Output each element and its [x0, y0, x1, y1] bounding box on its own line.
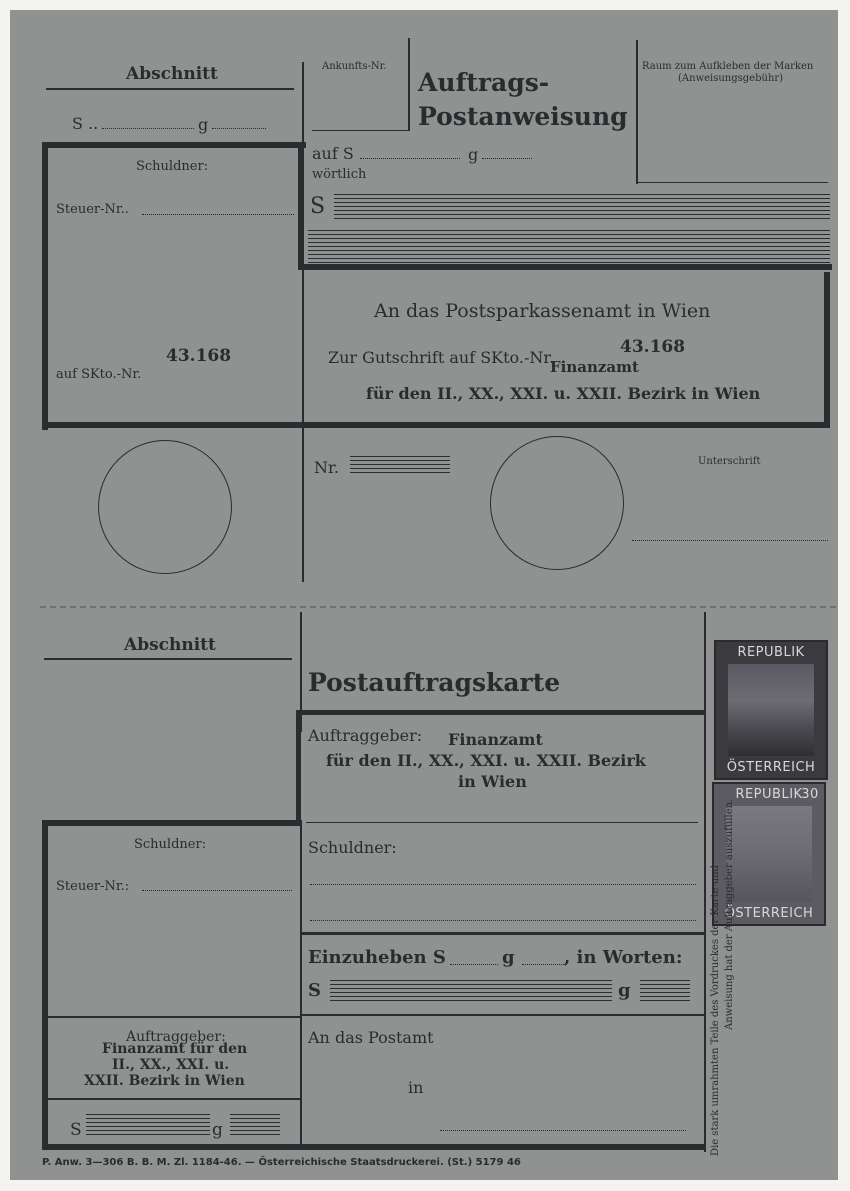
amount-words-field-2[interactable] — [308, 230, 830, 264]
stamp-space-label: Raum zum Aufkleben der Marken — [642, 61, 814, 72]
woertlich-label: wörtlich — [312, 167, 367, 182]
perforation-line — [40, 606, 836, 608]
left-finanzamt-line1: Finanzamt für den — [102, 1041, 248, 1057]
footer-imprint: P. Anw. 3—306 B. B. M. Zl. 1184-46. — Österreichische Staatsdruckerei. (St.) 5179 46 — [42, 1157, 521, 1168]
left-s-field[interactable] — [86, 1114, 210, 1136]
auftraggeber-label: Auftraggeber: — [308, 726, 423, 745]
auf-skto-label: auf SKto.-Nr. — [56, 367, 142, 382]
bottom-s-label: S — [308, 980, 321, 1001]
stamp2-republik: REPUBLIK — [735, 787, 803, 802]
schuldner-left-label: Schuldner: — [134, 837, 207, 852]
schuldner-field-1[interactable] — [310, 884, 696, 885]
left-finanzamt-line2: II., XX., XXI. u. — [112, 1057, 230, 1073]
stamp2-oesterreich: ÖSTERREICH — [724, 906, 814, 921]
skto-value-left: 43.168 — [166, 346, 232, 366]
stamp-space-sub: (Anweisungsgebühr) — [678, 73, 784, 84]
postauftragskarte-title: Postauftragskarte — [308, 668, 561, 697]
schuldner-label: Schuldner: — [136, 159, 209, 174]
bezirk-label: für den II., XX., XXI. u. XXII. Bezirk in Wien — [366, 384, 761, 403]
auf-s-label: auf S — [312, 144, 354, 163]
form-sheet — [10, 10, 838, 1180]
skto-value-right: 43.168 — [620, 337, 686, 357]
auftraggeber-in-wien: in Wien — [458, 772, 527, 791]
auf-g-label: g — [468, 145, 479, 164]
stamp1-republik: REPUBLIK — [737, 645, 805, 660]
finanzamt-label: Finanzamt — [550, 358, 639, 376]
an-postamt-label: An das Postamt — [308, 1028, 434, 1047]
unterschrift-label: Unterschrift — [698, 456, 761, 467]
postage-stamp-1 — [714, 640, 828, 780]
postamt-field[interactable] — [440, 1130, 686, 1131]
top-g-label: g — [198, 115, 209, 134]
auftraggeber-bezirk: für den II., XX., XXI. u. XXII. Bezirk — [326, 751, 646, 770]
amount-g-bottom[interactable] — [640, 980, 690, 1004]
postmark-circle-left — [98, 440, 232, 574]
einzuheben-label: Einzuheben S — [308, 947, 446, 968]
side-note-line2: Anweisung hat der Auftraggeber auszufüllen. — [724, 798, 735, 1030]
nr-label: Nr. — [314, 458, 339, 477]
schuldner-right-label: Schuldner: — [308, 838, 397, 857]
amount-words-field[interactable] — [334, 194, 830, 220]
form-title-line2: Postanweisung — [418, 102, 628, 131]
left-s-label: S — [70, 1120, 82, 1140]
bottom-abschnitt-label: Abschnitt — [124, 635, 216, 655]
steuer-nr-label: Steuer-Nr.. — [56, 202, 129, 217]
postmark-circle-right — [490, 436, 624, 570]
stamp1-oesterreich: ÖSTERREICH — [726, 760, 816, 775]
an-das-label: An das Postsparkassenamt in Wien — [374, 300, 711, 322]
top-abschnitt-label: Abschnitt — [126, 64, 218, 84]
side-note-line1: Die stark umrahmten Teile des Vordruckes der Karte und — [710, 864, 721, 1156]
bottom-g-label: g — [618, 980, 631, 1001]
left-g-field[interactable] — [230, 1114, 280, 1136]
amount-words-bottom[interactable] — [330, 980, 612, 1004]
signature-field[interactable] — [632, 540, 828, 541]
auftraggeber-finanzamt: Finanzamt — [448, 730, 543, 749]
schuldner-field-2[interactable] — [310, 920, 696, 921]
stamp2-value: 30 — [801, 787, 819, 802]
top-s-label: S .. — [72, 114, 99, 133]
form-title-line1: Auftrags- — [418, 68, 550, 97]
left-g-label: g — [212, 1120, 223, 1140]
zur-gutschrift-label: Zur Gutschrift auf SKto.-Nr. — [328, 348, 555, 367]
left-finanzamt-line3: XXII. Bezirk in Wien — [84, 1073, 245, 1089]
s-big-label: S — [310, 194, 326, 219]
postamt-in-label: in — [408, 1078, 424, 1097]
ankunfts-nr-label: Ankunfts-Nr. — [322, 61, 387, 72]
in-worten-label: , in Worten: — [564, 947, 683, 968]
left-auftraggeber-label: Auftraggeber: — [126, 1029, 226, 1045]
einzuheben-g: g — [502, 947, 515, 968]
steuer-nr-bottom-label: Steuer-Nr.: — [56, 879, 130, 894]
nr-field[interactable] — [350, 456, 450, 476]
